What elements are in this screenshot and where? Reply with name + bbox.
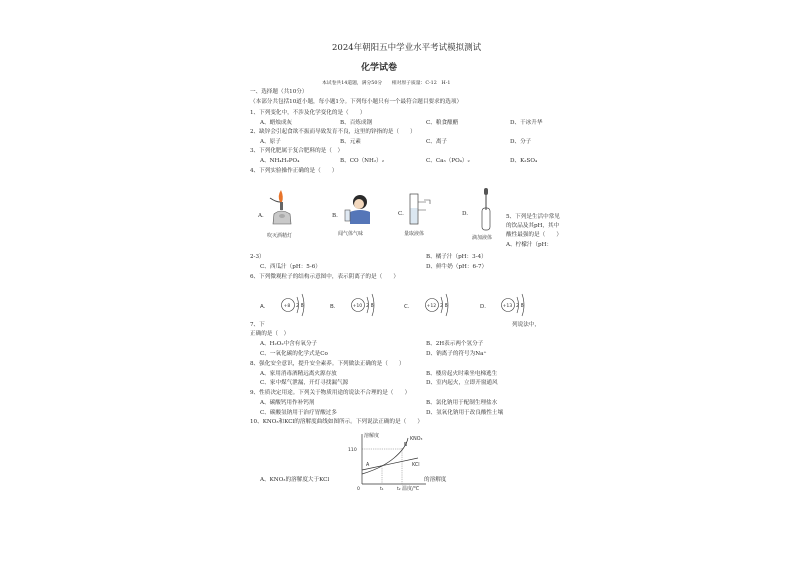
exam-info: 本试卷共14道题，满分50分 相对原子质量：C-12 H-1 bbox=[322, 81, 451, 86]
alcohol-lamp-figure bbox=[266, 188, 302, 240]
q4-option-c: C. bbox=[398, 211, 404, 217]
q5-option-a-cont: 2-3） bbox=[250, 254, 265, 260]
q4-caption-d: 滴加液体 bbox=[472, 235, 493, 241]
q8-option-a: A、家用消毒酒精远离火源存放 bbox=[260, 371, 337, 377]
svg-text:B.: B. bbox=[330, 304, 336, 310]
q5-option-d: D、鲜牛奶（pH：6-7） bbox=[426, 264, 488, 270]
q2-option-c: C、离子 bbox=[426, 139, 448, 145]
q9-option-a: A、碳酸钙用作补钙剂 bbox=[260, 400, 315, 406]
kcl-curve bbox=[362, 458, 418, 470]
smell-gas-figure bbox=[338, 190, 378, 238]
solubility-graph bbox=[342, 428, 432, 492]
q9-option-b: B、氯化钠用于配制生理盐水 bbox=[426, 400, 498, 406]
svg-text:2 8: 2 8 bbox=[516, 304, 524, 309]
q5-option-a: A、柠檬汁（pH： bbox=[506, 242, 553, 248]
dropper-figure bbox=[470, 186, 502, 242]
q1-stem: 1、下列变化中，不涉及化学变化的是（ ） bbox=[250, 110, 366, 116]
q8-stem: 8、强化安全意识，提升安全素养。下列做法正确的是（ ） bbox=[250, 361, 405, 367]
q1-option-c: C、粮食酿醋 bbox=[426, 120, 459, 126]
svg-text:2 8: 2 8 bbox=[440, 304, 448, 309]
q8-option-c: C、家中煤气泄漏，开灯寻找漏气源 bbox=[260, 380, 349, 386]
q3-option-c: C、Ca₃（PO₄）₂ bbox=[426, 158, 470, 164]
section-heading: 一、选择题（共10分） bbox=[250, 89, 308, 95]
q7-stem-line2: 正确的是（ ） bbox=[250, 331, 290, 337]
svg-text:A.: A. bbox=[260, 304, 266, 310]
q6-stem: 6、下列微观粒子的结构示意图中，表示阴离子的是（ ） bbox=[250, 274, 399, 280]
svg-text:+8: +8 bbox=[283, 304, 291, 309]
q10-option-a-right: 的溶解度 bbox=[424, 477, 447, 483]
svg-text:C.: C. bbox=[404, 304, 410, 310]
q10-stem: 10、KNO₃和KCl的溶解度曲线如图所示。下列说法正确的是（ ） bbox=[250, 419, 423, 425]
q9-option-d: D、氢氧化钠用于改良酸性土壤 bbox=[426, 410, 504, 416]
q2-option-d: D、分子 bbox=[510, 139, 532, 145]
graph-xlabel: 温度/℃ bbox=[402, 486, 420, 492]
measure-liquid-figure bbox=[404, 190, 438, 238]
q3-option-a: A、NH₄H₂PO₄ bbox=[260, 158, 300, 164]
svg-text:+12: +12 bbox=[426, 304, 437, 309]
atom-b bbox=[330, 294, 374, 316]
q7-option-a: A、H₂O₂中含有氧分子 bbox=[260, 341, 318, 347]
q3-option-b: B、CO（NH₂）₂ bbox=[340, 158, 385, 164]
q5-stem-line3: 酸性最强的是（ ） bbox=[506, 232, 562, 238]
q1-option-d: D、干冰升华 bbox=[510, 120, 543, 126]
q1-option-b: B、百炼成钢 bbox=[340, 120, 373, 126]
graph-origin: 0 bbox=[357, 487, 360, 492]
q1-option-a: A、蜡烛成灰 bbox=[260, 120, 293, 126]
section-instruction: （本部分共包括10道小题，每小题1分。下列每小题只有一个最符合题目要求的选项） bbox=[250, 99, 463, 105]
q10-option-a: A、KNO₃的溶解度大于KCl bbox=[260, 477, 330, 483]
q4-option-a: A. bbox=[258, 213, 264, 219]
q3-option-d: D、K₂SO₄ bbox=[510, 158, 538, 164]
exam-page bbox=[248, 0, 562, 562]
q2-option-b: B、元素 bbox=[340, 139, 361, 145]
q4-stem: 4、下列实验操作正确的是（ ） bbox=[250, 168, 338, 174]
atom-diagrams bbox=[258, 289, 548, 321]
q8-option-b: B、楼房起火时乘坐电梯逃生 bbox=[426, 371, 498, 377]
q7-stem-right: 列说法中， bbox=[512, 322, 540, 328]
atom-d bbox=[480, 294, 524, 316]
atom-c bbox=[404, 294, 448, 316]
q7-option-c: C、一氧化碳的化学式是Co bbox=[260, 351, 328, 357]
q4-caption-a: 吹灭酒精灯 bbox=[267, 233, 293, 239]
q7-stem: 7、下 bbox=[250, 322, 265, 328]
page-title: 2024年朝阳五中学业水平考试模拟测试 bbox=[332, 43, 482, 53]
q4-option-b: B. bbox=[332, 213, 338, 219]
q5-stem-line2: 的饮品及其pH，其中 bbox=[506, 223, 560, 229]
q4-option-d: D. bbox=[462, 211, 469, 217]
q4-caption-c: 量取液体 bbox=[404, 231, 425, 237]
q3-stem: 3、下列化肥属于复合肥料的是（ ） bbox=[250, 148, 344, 154]
graph-ylabel: 溶解度 bbox=[364, 433, 380, 439]
svg-text:2 8: 2 8 bbox=[296, 304, 304, 309]
graph-point-a: A bbox=[366, 463, 370, 468]
graph-y110: 110 bbox=[348, 448, 357, 453]
graph-kcl-label: KCl bbox=[412, 463, 420, 468]
q2-stem: 2、缺锌会引起食欲不振而导致发育不良，这里的锌指的是（ ） bbox=[250, 129, 416, 135]
q8-option-d: D、室内起火，立即开窗通风 bbox=[426, 380, 498, 386]
q5-stem-line1: 5、下列是生活中常见 bbox=[506, 214, 560, 220]
atom-a bbox=[260, 294, 304, 316]
q5-option-c: C、西瓜汁（pH：5-6） bbox=[260, 264, 321, 270]
q2-option-a: A、原子 bbox=[260, 139, 281, 145]
q7-option-b: B、2H表示两个氢分子 bbox=[426, 341, 484, 347]
q5-option-b: B、橘子汁（pH：3-4） bbox=[426, 254, 487, 260]
svg-text:+13: +13 bbox=[502, 304, 513, 309]
q7-option-d: D、钠离子的符号为Na⁺ bbox=[426, 351, 487, 357]
graph-t2: t₂ bbox=[397, 487, 401, 492]
svg-text:D.: D. bbox=[480, 304, 486, 310]
q9-stem: 9、性质决定用途。下列关于物质用途的说法不合理的是（ ） bbox=[250, 390, 411, 396]
svg-text:+10: +10 bbox=[352, 304, 363, 309]
svg-text:2 8: 2 8 bbox=[366, 304, 374, 309]
graph-point-b: B bbox=[404, 443, 408, 448]
q4-caption-b: 闻气体气味 bbox=[338, 231, 364, 237]
graph-t1: t₁ bbox=[380, 487, 384, 492]
page-subtitle: 化学试卷 bbox=[361, 63, 398, 73]
graph-kno3-label: KNO₃ bbox=[410, 437, 423, 442]
q9-option-c: C、碳酸氢钠用于治疗胃酸过多 bbox=[260, 410, 337, 416]
